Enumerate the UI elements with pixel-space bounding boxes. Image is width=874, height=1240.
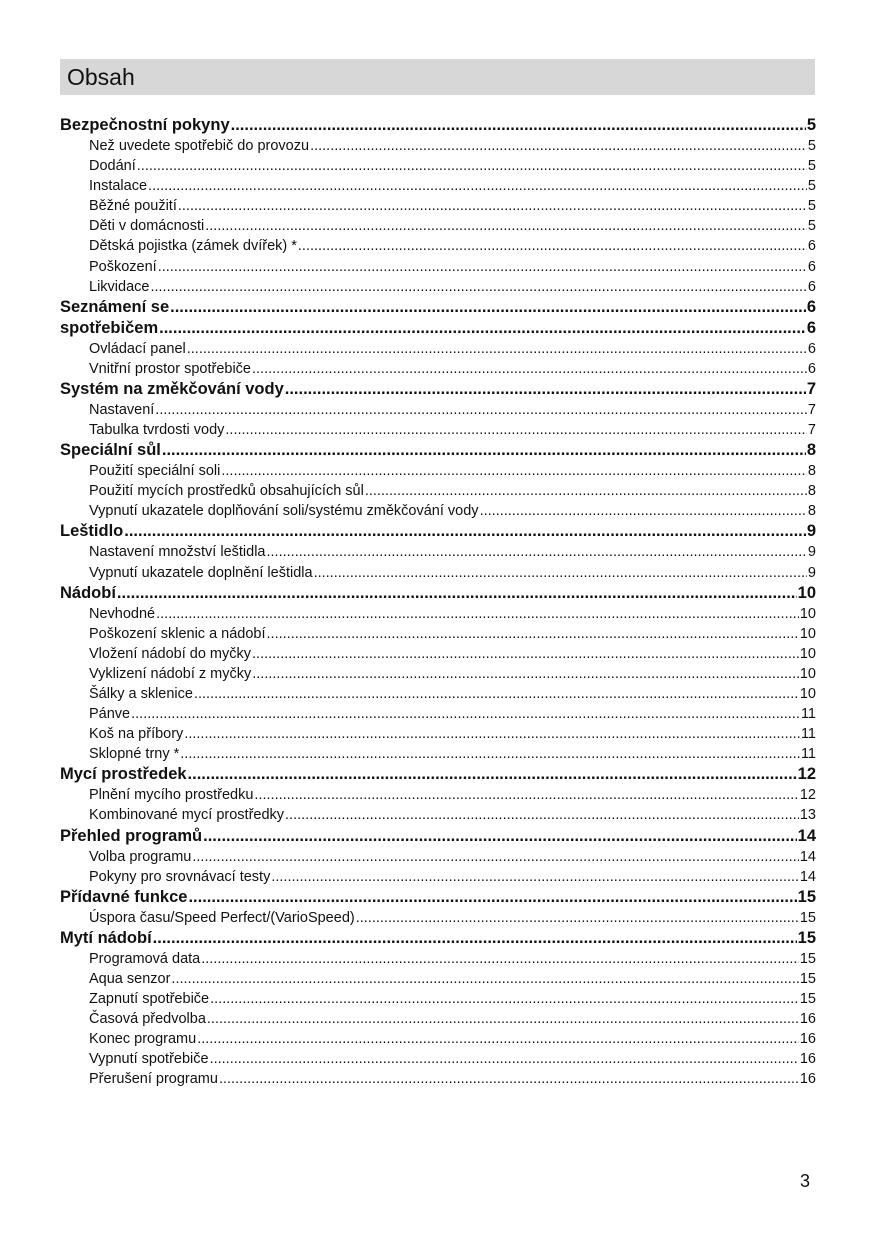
- toc-entry-title: Běžné použití: [89, 198, 177, 215]
- toc-section-entry[interactable]: [60, 521, 816, 542]
- toc-entry-page: 10: [799, 685, 816, 702]
- dot-leader: [184, 724, 800, 744]
- toc-entry-title: Úspora času/Speed Perfect/(VarioSpeed): [89, 909, 355, 926]
- dot-leader: [267, 542, 807, 562]
- toc-subsection-entry[interactable]: [60, 156, 816, 176]
- toc-entry-title: Vložení nádobí do myčky: [89, 645, 252, 662]
- toc-entry-title: Šálky a sklenice: [89, 685, 193, 702]
- toc-entry-page: 15: [799, 909, 816, 926]
- dot-leader: [188, 764, 797, 785]
- toc-subsection-entry[interactable]: [60, 400, 816, 420]
- toc-entry-page: 6: [807, 278, 816, 295]
- toc-entry-title: Konec programu: [89, 1031, 197, 1048]
- toc-subsection-entry[interactable]: [60, 724, 816, 744]
- dot-leader: [221, 461, 807, 481]
- toc-entry-title: Vyklizení nádobí z myčky: [89, 665, 252, 682]
- dot-leader: [178, 196, 807, 216]
- toc-entry-page: 16: [799, 1011, 816, 1028]
- toc-entry-page: 6: [807, 258, 816, 275]
- toc-subsection-entry[interactable]: [60, 1049, 816, 1069]
- dot-leader: [194, 684, 799, 704]
- toc-entry-title: Nastavení množství leštidla: [89, 544, 266, 561]
- table-of-contents: [60, 115, 816, 1089]
- toc-entry-title: Kombinované mycí prostředky: [89, 807, 285, 824]
- dot-leader: [171, 969, 798, 989]
- dot-leader: [231, 115, 806, 136]
- toc-entry-page: 8: [806, 441, 816, 460]
- toc-entry-page: 6: [806, 318, 816, 337]
- dot-leader: [219, 1069, 799, 1089]
- dot-leader: [267, 624, 799, 644]
- dot-leader: [188, 887, 796, 908]
- toc-header-bar: [60, 59, 815, 95]
- toc-subsection-entry[interactable]: [60, 339, 816, 359]
- toc-entry-page: 16: [799, 1071, 816, 1088]
- dot-leader: [153, 928, 797, 949]
- toc-entry-title: Sklopné trny *: [89, 746, 180, 763]
- toc-entry-title: Leštidlo: [60, 522, 124, 541]
- toc-entry-title: spotřebičem: [60, 318, 159, 337]
- toc-entry-page: 14: [797, 826, 816, 845]
- toc-subsection-entry[interactable]: [60, 664, 816, 684]
- dot-leader: [271, 867, 799, 887]
- dot-leader: [252, 359, 807, 379]
- dot-leader: [148, 176, 807, 196]
- toc-entry-page: 9: [807, 544, 816, 561]
- toc-entry-title: Likvidace: [89, 278, 150, 295]
- toc-entry-title: Zapnutí spotřebiče: [89, 991, 210, 1007]
- dot-leader: [205, 216, 807, 236]
- toc-subsection-entry[interactable]: [60, 744, 816, 764]
- toc-entry-title: Plnění mycího prostředku: [89, 787, 254, 804]
- toc-entry-page: 16: [799, 1031, 816, 1048]
- toc-entry-page: 15: [799, 970, 816, 987]
- dot-leader: [201, 949, 799, 969]
- toc-section-entry[interactable]: [60, 583, 816, 604]
- toc-section-entry[interactable]: [60, 115, 816, 136]
- toc-subsection-entry[interactable]: [60, 359, 816, 379]
- toc-entry-page: 8: [807, 483, 816, 500]
- toc-entry-page: 10: [799, 605, 816, 622]
- dot-leader: [254, 785, 798, 805]
- toc-entry-page: 9: [807, 564, 816, 581]
- toc-entry-page: 10: [797, 583, 816, 602]
- toc-entry-page: 7: [807, 401, 816, 418]
- toc-entry-page: 5: [806, 116, 816, 134]
- toc-entry-title: Aqua senzor: [89, 970, 171, 987]
- toc-subsection-entry[interactable]: [60, 949, 816, 969]
- toc-entry-title: Systém na změkčování vody: [60, 379, 284, 398]
- toc-subsection-entry[interactable]: [60, 176, 816, 196]
- toc-entry-title: Pánve: [89, 706, 131, 723]
- dot-leader: [298, 236, 807, 256]
- toc-subsection-entry[interactable]: [60, 1009, 816, 1029]
- toc-entry-page: 11: [800, 726, 816, 743]
- toc-entry-title: Přídavné funkce: [60, 887, 188, 906]
- dot-leader: [356, 908, 799, 928]
- toc-entry-title: Programová data: [89, 950, 201, 967]
- toc-entry-title: Nevhodné: [89, 605, 156, 622]
- toc-subsection-entry[interactable]: [60, 196, 816, 216]
- dot-leader: [225, 420, 807, 440]
- toc-subsection-entry[interactable]: [60, 461, 816, 481]
- toc-subsection-entry[interactable]: [60, 624, 816, 644]
- toc-entry-title: Koš na příbory: [89, 726, 184, 743]
- toc-entry-page: 15: [797, 887, 816, 906]
- toc-entry-page: 11: [800, 746, 816, 763]
- toc-entry-page: 9: [806, 522, 816, 541]
- toc-entry-page: 5: [807, 158, 816, 175]
- toc-entry-title: Dodání: [89, 158, 136, 175]
- toc-entry-title: Časová předvolba: [89, 1011, 206, 1028]
- toc-entry-title: Použití mycích prostředků obsahujících sůl: [89, 483, 364, 500]
- dot-leader: [365, 481, 807, 501]
- dot-leader: [252, 644, 799, 664]
- dot-leader: [124, 521, 806, 542]
- toc-subsection-entry[interactable]: [60, 136, 816, 156]
- dot-leader: [207, 1009, 799, 1029]
- toc-section-entry[interactable]: [60, 440, 816, 461]
- toc-entry-title: Přehled programů: [60, 826, 203, 845]
- dot-leader: [252, 664, 799, 684]
- toc-subsection-entry[interactable]: [60, 481, 816, 501]
- dot-leader: [203, 826, 797, 847]
- toc-section-entry[interactable]: [60, 379, 816, 400]
- toc-entry-page: 5: [807, 178, 816, 195]
- toc-entry-page: 14: [799, 848, 816, 865]
- toc-entry-title: Použití speciální soli: [89, 463, 221, 480]
- dot-leader: [197, 1029, 799, 1049]
- toc-entry-title: Mytí nádobí: [60, 928, 152, 947]
- dot-leader: [314, 563, 807, 583]
- toc-section-entry[interactable]: [60, 826, 816, 847]
- toc-entry-title: Vypnutí spotřebiče: [89, 1051, 209, 1068]
- toc-subsection-entry[interactable]: [60, 257, 816, 277]
- toc-subsection-entry[interactable]: [60, 989, 816, 1009]
- toc-entry-title: Poškození: [89, 258, 157, 275]
- toc-subsection-entry[interactable]: [60, 604, 816, 624]
- toc-subsection-entry[interactable]: [60, 847, 816, 867]
- toc-entry-title: Přerušení programu: [89, 1071, 218, 1088]
- toc-entry-title: Vypnutí ukazatele doplňování soli/systému změkčování vody: [89, 503, 479, 520]
- toc-entry-title: Mycí prostředek: [60, 765, 187, 784]
- dot-leader: [180, 744, 800, 764]
- dot-leader: [192, 847, 798, 867]
- toc-subsection-entry[interactable]: [60, 644, 816, 664]
- toc-subsection-entry[interactable]: [60, 236, 816, 256]
- toc-section-entry[interactable]: [60, 887, 816, 908]
- toc-entry-page: 15: [799, 991, 816, 1007]
- toc-subsection-entry[interactable]: [60, 1029, 816, 1049]
- toc-section-entry[interactable]: [60, 297, 816, 318]
- toc-entry-page: 11: [800, 706, 816, 723]
- toc-entry-title: Vnitřní prostor spotřebiče: [89, 360, 251, 377]
- toc-entry-title: Speciální sůl: [60, 441, 161, 460]
- toc-entry-title: Ovládací panel: [89, 340, 186, 357]
- toc-section-entry[interactable]: [60, 318, 816, 339]
- toc-entry-title: Děti v domácnosti: [89, 218, 205, 235]
- toc-section-entry[interactable]: [60, 764, 816, 785]
- toc-entry-page: 15: [799, 950, 816, 967]
- dot-leader: [285, 379, 806, 400]
- dot-leader: [158, 257, 807, 277]
- toc-entry-page: 15: [797, 928, 816, 947]
- toc-entry-page: 6: [807, 360, 816, 377]
- toc-entry-page: 10: [799, 645, 816, 662]
- toc-entry-title: Vypnutí ukazatele doplnění leštidla: [89, 564, 313, 581]
- toc-entry-page: 5: [807, 218, 816, 235]
- toc-entry-title: Seznámení se: [60, 297, 170, 316]
- toc-entry-page: 12: [797, 765, 816, 784]
- toc-entry-page: 6: [807, 238, 816, 255]
- toc-subsection-entry[interactable]: [60, 684, 816, 704]
- toc-entry-page: 14: [799, 868, 816, 885]
- toc-subsection-entry[interactable]: [60, 969, 816, 989]
- toc-entry-page: 10: [799, 625, 816, 642]
- toc-subsection-entry[interactable]: [60, 216, 816, 236]
- toc-subsection-entry[interactable]: [60, 1069, 816, 1089]
- toc-subsection-entry[interactable]: [60, 805, 816, 825]
- toc-entry-page: 6: [807, 340, 816, 357]
- toc-entry-title: Dětská pojistka (zámek dvířek) *: [89, 238, 297, 255]
- toc-entry-title: Bezpečnostní pokyny: [60, 116, 230, 134]
- toc-entry-page: 5: [807, 138, 816, 154]
- dot-leader: [285, 805, 799, 825]
- toc-entry-page: 16: [799, 1051, 816, 1068]
- toc-entry-page: 10: [799, 665, 816, 682]
- toc-subsection-entry[interactable]: [60, 542, 816, 562]
- toc-subsection-entry[interactable]: [60, 277, 816, 297]
- toc-entry-title: Volba programu: [89, 848, 192, 865]
- toc-subsection-entry[interactable]: [60, 908, 816, 928]
- toc-entry-page: 5: [807, 198, 816, 215]
- dot-leader: [131, 704, 800, 724]
- toc-subsection-entry[interactable]: [60, 704, 816, 724]
- toc-subsection-entry[interactable]: [60, 867, 816, 887]
- toc-entry-title: Tabulka tvrdosti vody: [89, 422, 225, 439]
- dot-leader: [162, 440, 806, 461]
- toc-section-entry[interactable]: [60, 928, 816, 949]
- dot-leader: [210, 989, 799, 1009]
- toc-entry-title: Nastavení: [89, 401, 155, 418]
- toc-entry-page: 8: [807, 463, 816, 480]
- dot-leader: [187, 339, 807, 359]
- toc-subsection-entry[interactable]: [60, 420, 816, 440]
- dot-leader: [310, 136, 807, 156]
- toc-subsection-entry[interactable]: [60, 785, 816, 805]
- toc-entry-title: Než uvedete spotřebič do provozu: [89, 138, 310, 154]
- dot-leader: [480, 501, 807, 521]
- dot-leader: [155, 400, 807, 420]
- toc-subsection-entry[interactable]: [60, 563, 816, 583]
- toc-entry-page: 7: [807, 422, 816, 439]
- page-title: Obsah: [67, 64, 135, 90]
- toc-entry-page: 7: [806, 379, 816, 398]
- toc-entry-page: 13: [799, 807, 816, 824]
- dot-leader: [170, 297, 806, 318]
- toc-entry-page: 12: [799, 787, 816, 804]
- dot-leader: [137, 156, 807, 176]
- toc-entry-title: Nádobí: [60, 583, 116, 602]
- toc-entry-title: Instalace: [89, 178, 148, 195]
- toc-subsection-entry[interactable]: [60, 501, 816, 521]
- dot-leader: [150, 277, 806, 297]
- page-number: 3: [800, 1171, 811, 1191]
- dot-leader: [156, 604, 799, 624]
- dot-leader: [159, 318, 806, 339]
- toc-entry-title: Pokyny pro srovnávací testy: [89, 868, 271, 885]
- toc-entry-page: 8: [807, 503, 816, 520]
- dot-leader: [117, 583, 797, 604]
- dot-leader: [210, 1049, 799, 1069]
- toc-entry-page: 6: [806, 297, 816, 316]
- toc-entry-title: Poškození sklenic a nádobí: [89, 625, 266, 642]
